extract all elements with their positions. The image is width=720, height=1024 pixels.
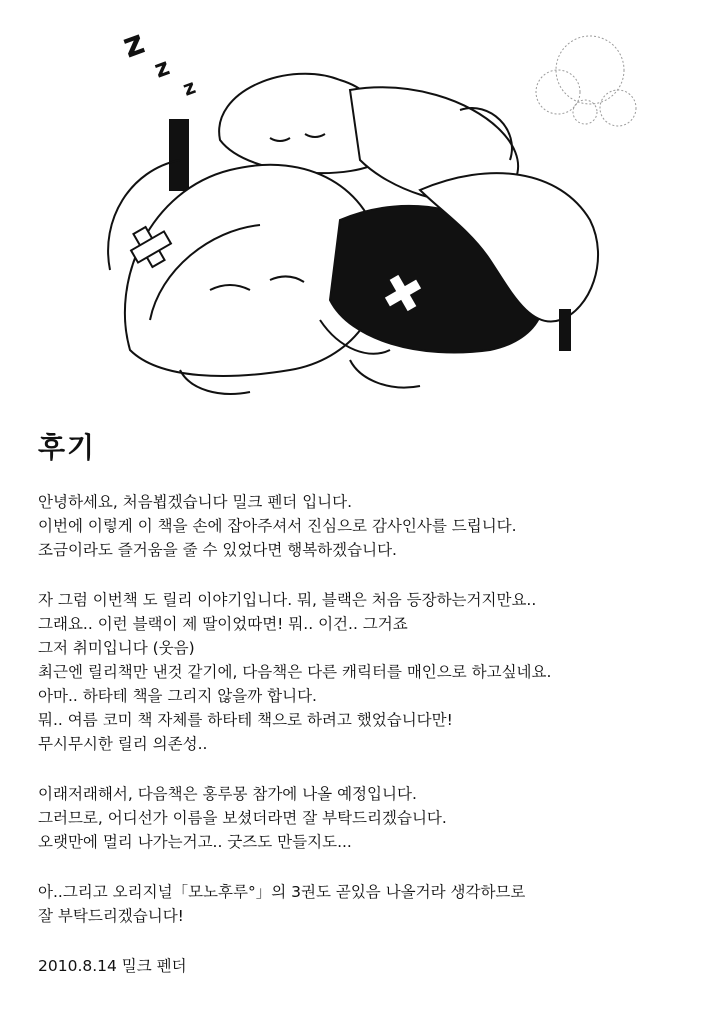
afterword-line: 안녕하세요, 처음뵙겠습니다 밀크 펜더 입니다. <box>38 493 353 511</box>
sleep-z-icon <box>117 22 198 101</box>
afterword-section <box>38 430 698 978</box>
z-mark-1: z <box>117 22 150 67</box>
afterword-line: 그저 취미입니다 (웃음) <box>38 639 195 657</box>
front-character-icon <box>108 160 598 394</box>
afterword-line: 아..그리고 오리지널「모노후루°」의 3권도 곧있음 나올거라 생각하므로 <box>38 883 526 901</box>
z-mark-2: z <box>150 52 174 84</box>
afterword-line: 오랫만에 멀리 나가는거고.. 굿즈도 만들지도... <box>38 833 352 851</box>
afterword-line: 최근엔 릴리책만 낸것 같기에, 다음책은 다른 캐릭터를 매인으로 하고싶네요. <box>38 663 552 681</box>
afterword-line: 뭐.. 여름 코미 책 자체를 하타테 책으로 하려고 했었습니다만! <box>38 711 453 729</box>
afterword-title: 후기 <box>38 431 97 464</box>
afterword-line: 그러므로, 어디선가 이름을 보셨더라면 잘 부탁드리겠습니다. <box>38 809 447 827</box>
afterword-line: 아마.. 하타테 책을 그리지 않을까 합니다. <box>38 687 317 705</box>
afterword-line: 그래요.. 이런 블랙이 제 딸이었따면! 뭐.. 이건.. 그거죠 <box>38 615 408 633</box>
afterword-signature: 2010.8.14 밀크 펜더 <box>38 957 187 975</box>
z-mark-3: z <box>179 74 199 101</box>
afterword-line: 무시무시한 릴리 의존성.. <box>38 735 208 753</box>
afterword-paragraph-4 <box>38 880 698 928</box>
afterword-line: 이번에 이렇게 이 책을 손에 잡아주셔서 진심으로 감사인사를 드립니다. <box>38 517 517 535</box>
afterword-line: 자 그럼 이번책 도 릴리 이야기입니다. 뭐, 블랙은 처음 등장하는거지만요.. <box>38 591 537 609</box>
afterword-paragraph-2 <box>38 588 698 756</box>
sleeping-characters-icon <box>90 20 650 400</box>
afterword-line: 잘 부탁드리겠습니다! <box>38 907 184 925</box>
afterword-line: 조금이라도 즐거움을 줄 수 있었다면 행복하겠습니다. <box>38 541 397 559</box>
afterword-paragraph-3 <box>38 782 698 854</box>
sleep-bubbles-icon <box>536 36 636 126</box>
afterword-paragraph-1 <box>38 490 698 562</box>
afterword-line: 이래저래해서, 다음책은 홍루몽 참가에 나올 예정입니다. <box>38 785 417 803</box>
sleeping-characters-illustration <box>90 20 650 400</box>
